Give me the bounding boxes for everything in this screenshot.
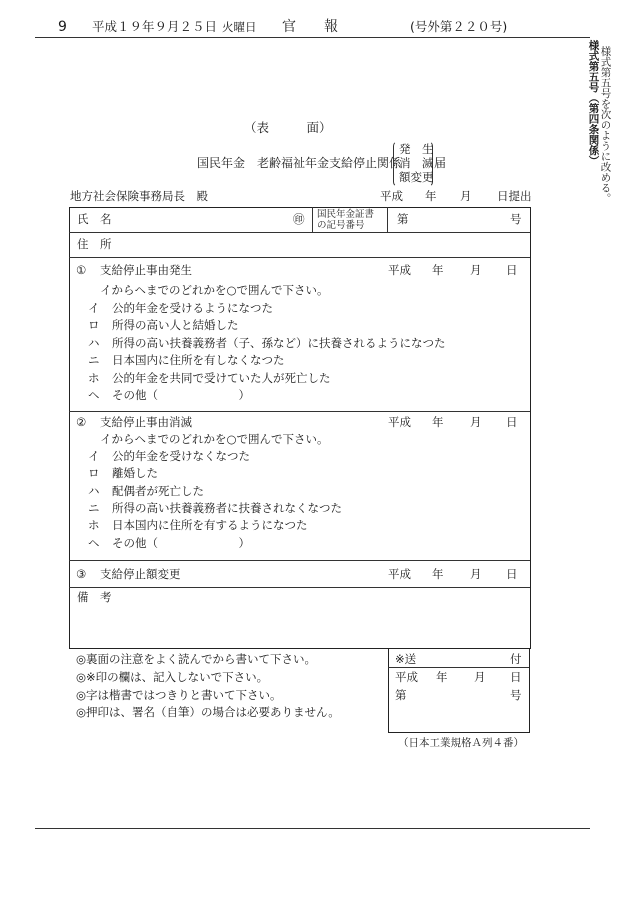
- header-rule: [35, 37, 590, 38]
- item-mark[interactable]: ロ: [88, 318, 100, 332]
- item-text: 離婚した: [112, 466, 158, 480]
- date-year[interactable]: 年: [432, 567, 444, 581]
- divider: [69, 587, 530, 588]
- divider: [388, 667, 529, 668]
- submission-month[interactable]: 月: [460, 189, 472, 203]
- item-text: 公的年金を受けるようになつた: [112, 301, 273, 315]
- remarks-label: 備 考: [77, 590, 112, 604]
- form-title: 国民年金 老齢福祉年金支給停止関係: [197, 156, 402, 170]
- item-text: 所得の高い扶養義務者に扶養されなくなつた: [112, 501, 342, 515]
- office-month: 月: [474, 670, 486, 684]
- submission-era: 平成: [380, 189, 403, 203]
- submission-day[interactable]: 日提出: [497, 189, 532, 203]
- item-text: 配偶者が死亡した: [112, 484, 204, 498]
- date-era: 平成: [388, 415, 411, 429]
- office-day: 日: [510, 670, 522, 684]
- divider: [387, 207, 388, 232]
- note-2: ◎※印の欄は、記入しないで下さい。: [76, 670, 269, 684]
- section-instruction: イからヘまでのどれかを○で囲んで下さい。: [100, 283, 329, 297]
- weekday: 火曜日: [222, 20, 257, 34]
- item-mark[interactable]: ニ: [88, 501, 100, 515]
- divider: [69, 232, 530, 233]
- cert-number-prefix: 第: [397, 212, 409, 226]
- page-number: 9: [58, 19, 67, 35]
- office-no-prefix: 第: [395, 688, 407, 702]
- item-mark[interactable]: イ: [88, 301, 100, 315]
- note-4: ◎押印は、署名（自筆）の場合は必要ありません。: [76, 705, 340, 719]
- item-mark[interactable]: ロ: [88, 466, 100, 480]
- item-mark[interactable]: ハ: [88, 336, 100, 350]
- section-title: 支給停止額変更: [100, 567, 181, 581]
- title-option-1[interactable]: 発 生: [399, 142, 434, 156]
- form-label: 様式第五号（第四条関係）: [587, 40, 600, 166]
- office-era: 平成: [395, 670, 418, 684]
- address-label: 住 所: [77, 237, 112, 251]
- section-instruction: イからヘまでのどれかを○で囲んで下さい。: [100, 432, 329, 446]
- submission-year[interactable]: 年: [425, 189, 437, 203]
- office-year: 年: [436, 670, 448, 684]
- item-text: 公的年金を受けなくなつた: [112, 449, 250, 463]
- date-year[interactable]: 年: [432, 415, 444, 429]
- item-mark[interactable]: ハ: [88, 484, 100, 498]
- title-option-3[interactable]: 額変更: [399, 170, 434, 184]
- name-label: 氏 名: [77, 212, 112, 226]
- section-title: 支給停止事由発生: [100, 263, 192, 277]
- date-day[interactable]: 日: [506, 263, 518, 277]
- sent-suffix: 付: [510, 652, 522, 666]
- divider: [69, 560, 530, 561]
- issue-number: (号外第２２０号): [410, 19, 508, 34]
- title-option-2[interactable]: 消 滅: [399, 156, 434, 170]
- cert-number-suffix: 号: [510, 212, 522, 226]
- date-year[interactable]: 年: [432, 263, 444, 277]
- amendment-note: 様式第五号を次のように改める。: [599, 46, 612, 204]
- item-text: 所得の高い人と結婚した: [112, 318, 239, 332]
- note-1: ◎裏面の注意をよく読んでから書いて下さい。: [76, 652, 317, 666]
- seal-mark: ㊞: [293, 212, 305, 226]
- item-text: 日本国内に住所を有するようになつた: [112, 518, 308, 532]
- title-suffix: 届: [434, 156, 447, 170]
- date-era: 平成: [388, 567, 411, 581]
- section-title: 支給停止事由消滅: [100, 415, 192, 429]
- item-text: 公的年金を共同で受けていた人が死亡した: [112, 371, 331, 385]
- issue-date: 平成１９年９月２５日: [92, 19, 218, 34]
- office-no-suffix: 号: [510, 688, 522, 702]
- sent-label: ※送: [395, 652, 417, 666]
- side-label: （表 面）: [244, 120, 332, 135]
- date-day[interactable]: 日: [506, 415, 518, 429]
- paper-size: （日本工業規格Ａ列４番）: [398, 737, 524, 749]
- item-mark[interactable]: ニ: [88, 353, 100, 367]
- section-number: ①: [76, 263, 87, 277]
- item-mark[interactable]: イ: [88, 449, 100, 463]
- divider: [69, 411, 530, 412]
- cert-number-label-1: 国民年金証書: [317, 209, 375, 220]
- addressee: 地方社会保険事務局長 殿: [70, 189, 208, 203]
- publication-name: 官 報: [282, 19, 338, 35]
- item-text: その他（ ）: [112, 536, 250, 550]
- date-era: 平成: [388, 263, 411, 277]
- divider: [312, 207, 313, 232]
- section-number: ②: [76, 415, 87, 429]
- section-number: ③: [76, 567, 87, 581]
- item-mark[interactable]: ヘ: [88, 388, 100, 402]
- date-month[interactable]: 月: [470, 415, 482, 429]
- item-text: その他（ ）: [112, 388, 250, 402]
- date-month[interactable]: 月: [470, 263, 482, 277]
- item-text: 日本国内に住所を有しなくなつた: [112, 353, 285, 367]
- item-mark[interactable]: ヘ: [88, 536, 100, 550]
- date-month[interactable]: 月: [470, 567, 482, 581]
- item-text: 所得の高い扶養義務者（子、孫など）に扶養されるようになつた: [112, 336, 446, 350]
- date-day[interactable]: 日: [506, 567, 518, 581]
- divider: [69, 257, 530, 258]
- item-mark[interactable]: ホ: [88, 371, 100, 385]
- item-mark[interactable]: ホ: [88, 518, 100, 532]
- cert-number-label-2: の記号番号: [317, 220, 365, 231]
- footer-rule: [35, 828, 590, 829]
- note-3: ◎字は楷書ではつきりと書いて下さい。: [76, 688, 282, 702]
